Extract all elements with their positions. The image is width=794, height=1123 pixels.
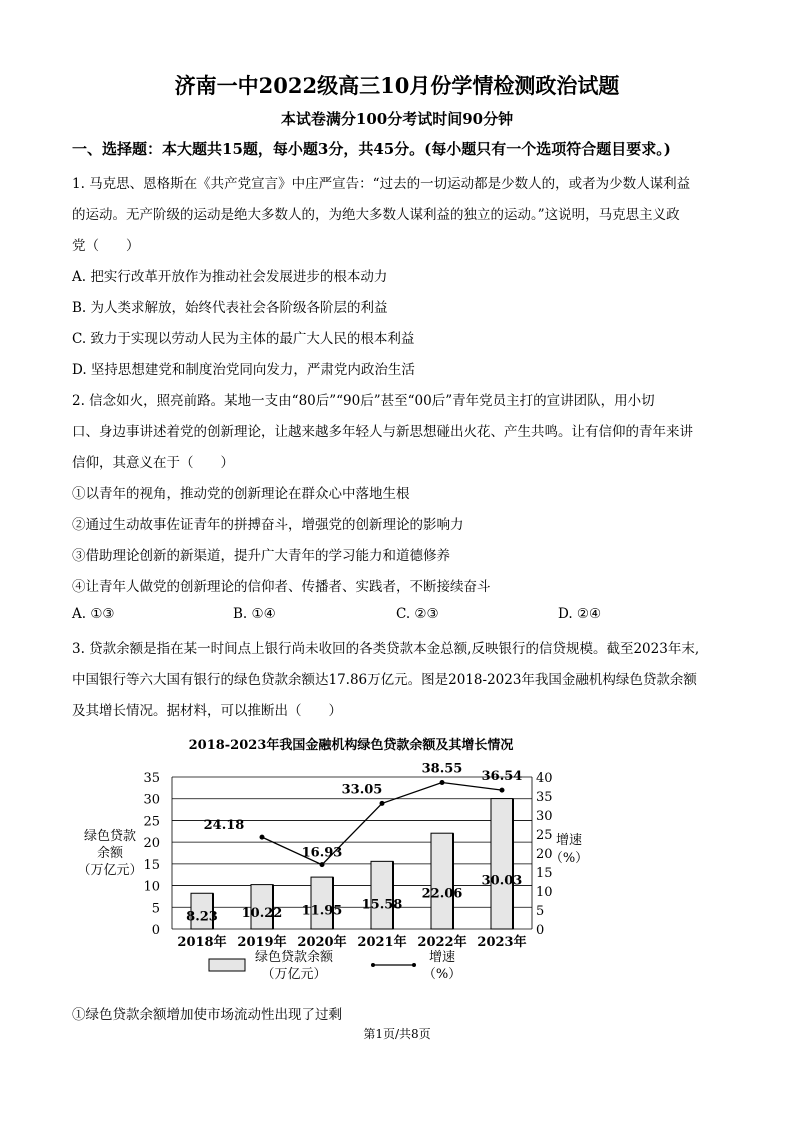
green-loan-chart — [0, 730, 794, 1000]
x-tick-label: 2019年 — [237, 935, 287, 950]
left-y-tick-label: 15 — [143, 857, 160, 873]
growth-data-label: 36.54 — [481, 769, 523, 785]
q1-stem-line-3: 党（ ） — [72, 238, 140, 254]
right-axis-label-2: （%） — [549, 851, 589, 866]
left-y-tick-label: 30 — [143, 792, 160, 808]
bar-data-label: 15.58 — [361, 897, 403, 913]
q3-stem-line-1: 3. 贷款余额是指在某一时间点上银行尚未收回的各类贷款本金总额,反映银行的信贷规模。截至2023年末, — [72, 641, 700, 657]
left-y-tick-label: 20 — [143, 836, 160, 852]
right-y-tick-label: 40 — [536, 771, 553, 786]
bar-data-label: 11.95 — [301, 903, 343, 919]
legend-bar-label-1: 绿色贷款余额 — [254, 950, 334, 965]
left-y-tick-label: 35 — [143, 771, 160, 786]
growth-data-label: 33.05 — [341, 782, 383, 798]
x-tick-label: 2023年 — [477, 935, 527, 950]
page-title: 济南一中2022级高三10月份学情检测政治试题 — [174, 73, 620, 98]
page-footer: 第1页/共8页 — [363, 1027, 431, 1041]
growth-data-label: 38.55 — [421, 761, 463, 777]
chart-left-y-ticks — [143, 771, 160, 938]
left-y-tick-label: 0 — [151, 923, 160, 938]
q1-option-a: A. 把实行改革开放作为推动社会发展进步的根本动力 — [72, 269, 388, 285]
growth-point — [500, 788, 505, 793]
growth-data-label: 16.93 — [301, 845, 343, 861]
q2-stem-line-2: 口、身边事讲述着党的创新理论，让越来越多年轻人与新思想碰出火花、产生共鸣。让有信仰的青年来讲 — [72, 424, 693, 440]
legend-line-marker-left — [371, 963, 375, 967]
right-y-tick-label: 20 — [536, 847, 553, 862]
chart-grid — [172, 777, 532, 929]
q2-stem-line-3: 信仰，其意义在于（ ） — [72, 455, 234, 471]
x-tick-label: 2020年 — [297, 935, 347, 950]
chart-title: 2018-2023年我国金融机构绿色贷款余额及其增长情况 — [188, 738, 514, 753]
section-heading: 一、选择题：本大题共15题，每小题3分，共45分。(每小题只有一个选项符合题目要求。) — [72, 140, 671, 158]
left-axis-label-2: 余额 — [96, 846, 124, 861]
q2-option-b: B. ①④ — [233, 606, 276, 622]
growth-point — [440, 780, 445, 785]
q2-statement-2: ②通过生动故事佐证青年的拼搏奋斗，增强党的创新理论的影响力 — [72, 517, 464, 533]
right-y-tick-label: 5 — [536, 904, 545, 919]
q3-statement-1: ①绿色贷款余额增加使市场流动性出现了过剩 — [72, 1007, 342, 1023]
legend-bar-swatch — [209, 959, 245, 971]
q3-stem-line-3: 及其增长情况。据材料，可以推断出（ ） — [72, 703, 342, 719]
right-y-tick-label: 15 — [536, 866, 553, 881]
legend-line-marker-right — [412, 963, 416, 967]
left-axis-label-1: 绿色贷款 — [83, 829, 137, 844]
right-y-tick-label: 25 — [536, 828, 553, 843]
growth-data-label: 24.18 — [203, 818, 245, 834]
right-y-tick-label: 0 — [536, 923, 545, 938]
q2-option-d: D. ②④ — [558, 606, 602, 622]
legend-line-label-2: （%） — [422, 967, 462, 982]
bar — [491, 799, 513, 929]
legend-line-label-1: 增速 — [428, 950, 456, 965]
bar-data-label: 30.03 — [481, 873, 523, 889]
growth-point — [380, 801, 385, 806]
bar-data-label: 22.06 — [421, 886, 463, 902]
q1-option-b: B. 为人类求解放，始终代表社会各阶级各阶层的利益 — [72, 300, 388, 316]
q2-statement-1: ①以青年的视角，推动党的创新理论在群众心中落地生根 — [72, 486, 410, 502]
bar — [371, 861, 393, 929]
bar-data-label: 8.23 — [186, 909, 218, 925]
x-tick-label: 2021年 — [357, 935, 407, 950]
growth-point — [260, 835, 265, 840]
left-y-tick-label: 10 — [143, 879, 160, 895]
q2-statement-4: ④让青年人做党的创新理论的信仰者、传播者、实践者，不断接续奋斗 — [72, 579, 491, 595]
q1-stem-line-1: 1. 马克思、恩格斯在《共产党宣言》中庄严宣告：“过去的一切运动都是少数人的，或者为少数人谋利益 — [72, 176, 691, 192]
left-axis-label-3: （万亿元） — [77, 863, 143, 878]
chart-x-ticks — [177, 934, 526, 950]
q1-option-c: C. 致力于实现以劳动人民为主体的最广大人民的根本利益 — [72, 331, 415, 347]
left-y-tick-label: 5 — [151, 901, 160, 917]
left-y-tick-label: 25 — [143, 814, 160, 830]
right-axis-label-1: 增速 — [555, 833, 583, 848]
growth-point — [320, 862, 325, 867]
bar-data-label: 10.22 — [241, 906, 283, 922]
bar — [431, 833, 453, 929]
q1-stem-line-2: 的运动。无产阶级的运动是绝大多数人的，为绝大多数人谋利益的独立的运动。”这说明，马克思主义政 — [72, 207, 680, 223]
q2-statement-3: ③借助理论创新的新渠道，提升广大青年的学习能力和道德修养 — [72, 548, 450, 564]
q2-option-a: A. ①③ — [72, 606, 115, 622]
page-subtitle: 本试卷满分100分考试时间90分钟 — [280, 110, 514, 128]
legend-bar-label-2: （万亿元） — [261, 967, 327, 982]
q3-stem-line-2: 中国银行等六大国有银行的绿色贷款余额达17.86万亿元。图是2018-2023年我国金融机构绿色贷款余额 — [72, 672, 697, 688]
q1-option-d: D. 坚持思想建党和制度治党同向发力，严肃党内政治生活 — [72, 362, 415, 378]
x-tick-label: 2022年 — [417, 935, 467, 950]
x-tick-label: 2018年 — [177, 935, 227, 950]
right-y-tick-label: 30 — [536, 809, 553, 824]
chart-bar-labels — [186, 873, 522, 924]
q2-option-c: C. ②③ — [396, 606, 439, 622]
right-y-tick-label: 35 — [536, 790, 553, 805]
right-y-tick-label: 10 — [536, 885, 553, 900]
q2-stem-line-1: 2. 信念如火，照亮前路。某地一支由“80后”“90后”甚至“00后”青年党员主打的宣讲团队，用小切 — [72, 393, 655, 409]
